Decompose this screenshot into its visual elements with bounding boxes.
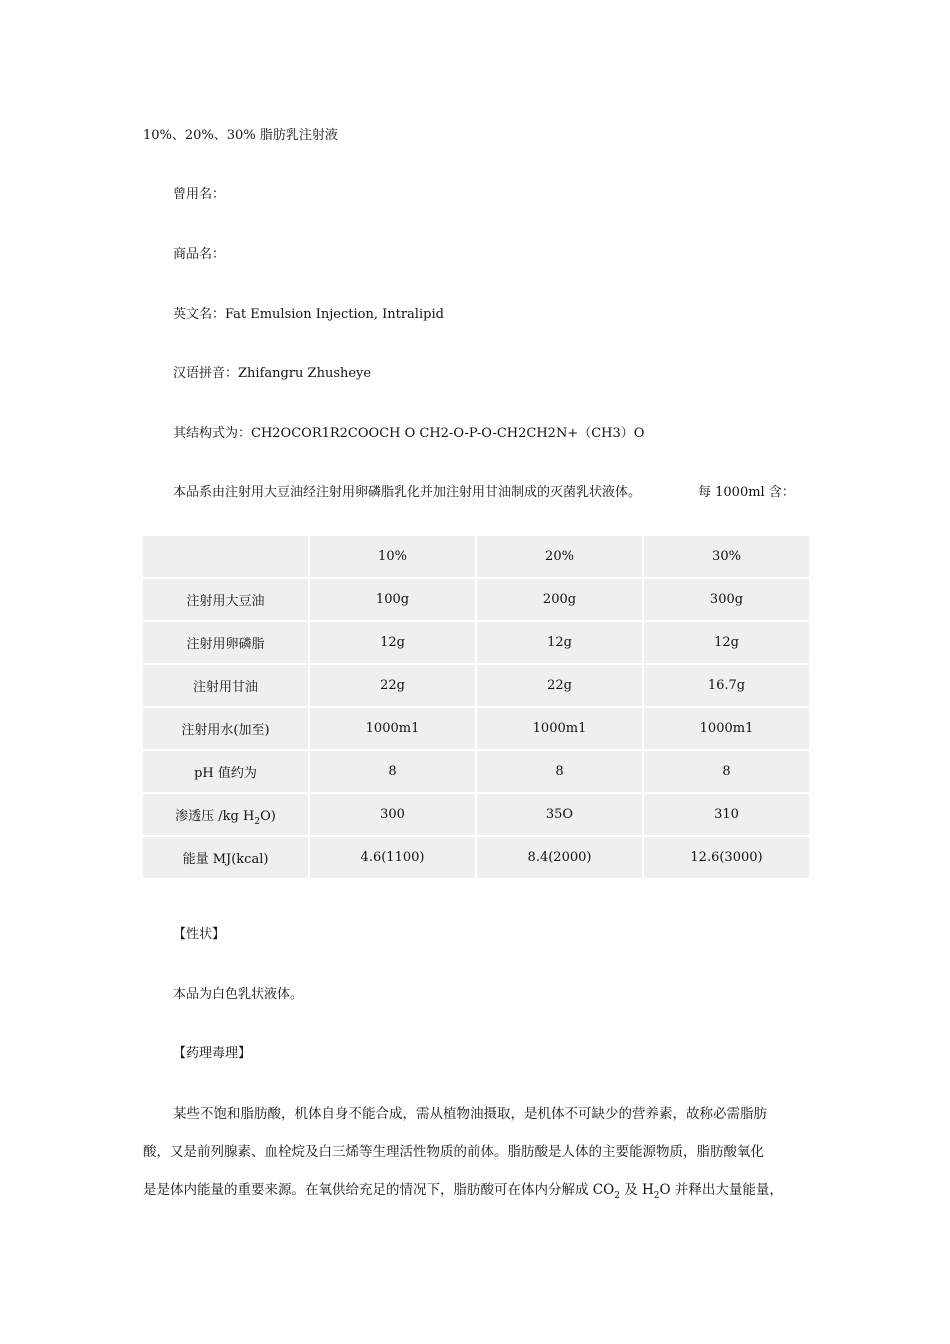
table-cell: 8	[644, 751, 809, 792]
table-row	[143, 794, 809, 835]
table-cell: 4.6(1100)	[310, 837, 475, 878]
per-1000ml-label: 每 1000ml 含：	[698, 485, 795, 500]
table-cell: 22g	[477, 665, 642, 706]
description: 本品系由注射用大豆油经注射用卵磷脂乳化并加注射用甘油制成的灭菌乳状液体。	[173, 485, 642, 500]
former-name: 曾用名：	[173, 187, 226, 202]
osmotic-label-tail: O)	[260, 809, 276, 824]
table-cell: 300	[310, 794, 475, 835]
paragraph-line: 某些不饱和脂肪酸，机体自身不能合成，需从植物油摄取，是机体不可缺少的营养素，故称必需脂肪	[173, 1106, 767, 1122]
section-heading-pharmacology: 【药理毒理】	[173, 1046, 252, 1061]
table-cell: 12g	[310, 622, 475, 663]
table-row	[143, 751, 809, 792]
table-cell: 8	[477, 751, 642, 792]
table-row	[143, 622, 809, 663]
row-label: pH 值约为	[143, 751, 308, 792]
table-header-cell: 10%	[310, 536, 475, 577]
table-cell: 35O	[477, 794, 642, 835]
section-heading-properties: 【性状】	[173, 927, 226, 942]
composition-table	[141, 534, 811, 880]
table-cell: 12g	[477, 622, 642, 663]
paragraph-text: 及 H	[619, 1182, 654, 1198]
subscript: 2	[653, 1191, 660, 1201]
pharmacology-paragraph	[143, 1104, 808, 1214]
table-cell: 8.4(2000)	[477, 837, 642, 878]
structure-formula: 其结构式为：CH2OCOR1R2COOCH O CH2-O-P-O-CH2CH2N+（CH3）O	[173, 426, 645, 441]
paragraph-line	[143, 1180, 783, 1200]
properties-text: 本品为白色乳状液体。	[173, 987, 304, 1002]
osmotic-label: 渗透压 /kg H	[175, 809, 255, 824]
row-label: 注射用卵磷脂	[143, 622, 308, 663]
table-cell: 16.7g	[644, 665, 809, 706]
table-header-cell	[143, 536, 308, 577]
table-header-cell: 30%	[644, 536, 809, 577]
subscript: 2	[614, 1191, 620, 1201]
row-label: 注射用水(加至)	[143, 708, 308, 749]
pinyin-name: 汉语拼音：Zhifangru Zhusheye	[173, 366, 372, 381]
table-cell: 1000m1	[477, 708, 642, 749]
table-cell: 8	[310, 751, 475, 792]
paragraph-text: 是是体内能量的重要来源。在氧供给充足的情况下，脂肪酸可在体内分解成 CO	[143, 1182, 615, 1198]
trade-name: 商品名：	[173, 247, 226, 262]
table-cell: 1000m1	[310, 708, 475, 749]
table-row	[143, 665, 809, 706]
row-label	[143, 794, 308, 835]
table-cell: 22g	[310, 665, 475, 706]
paragraph-text: O 并释出大量能量，	[659, 1182, 783, 1198]
row-label: 注射用甘油	[143, 665, 308, 706]
table-header-row	[143, 536, 809, 577]
table-cell: 12g	[644, 622, 809, 663]
table-row	[143, 708, 809, 749]
document-title: 10%、20%、30% 脂肪乳注射液	[143, 128, 338, 143]
row-label: 能量 MJ(kcal)	[143, 837, 308, 878]
table-cell: 310	[644, 794, 809, 835]
table-row	[143, 837, 809, 878]
table-row	[143, 579, 809, 620]
table-header-cell: 20%	[477, 536, 642, 577]
paragraph-line: 酸，又是前列腺素、血栓烷及白三烯等生理活性物质的前体。脂肪酸是人体的主要能源物质，脂肪酸氧化	[143, 1144, 764, 1160]
table-cell: 12.6(3000)	[644, 837, 809, 878]
table-cell: 1000m1	[644, 708, 809, 749]
table-cell: 100g	[310, 579, 475, 620]
row-label: 注射用大豆油	[143, 579, 308, 620]
table-cell: 300g	[644, 579, 809, 620]
table-cell: 200g	[477, 579, 642, 620]
subscript: 2	[254, 817, 261, 827]
english-name: 英文名：Fat Emulsion Injection, Intralipid	[173, 307, 444, 322]
